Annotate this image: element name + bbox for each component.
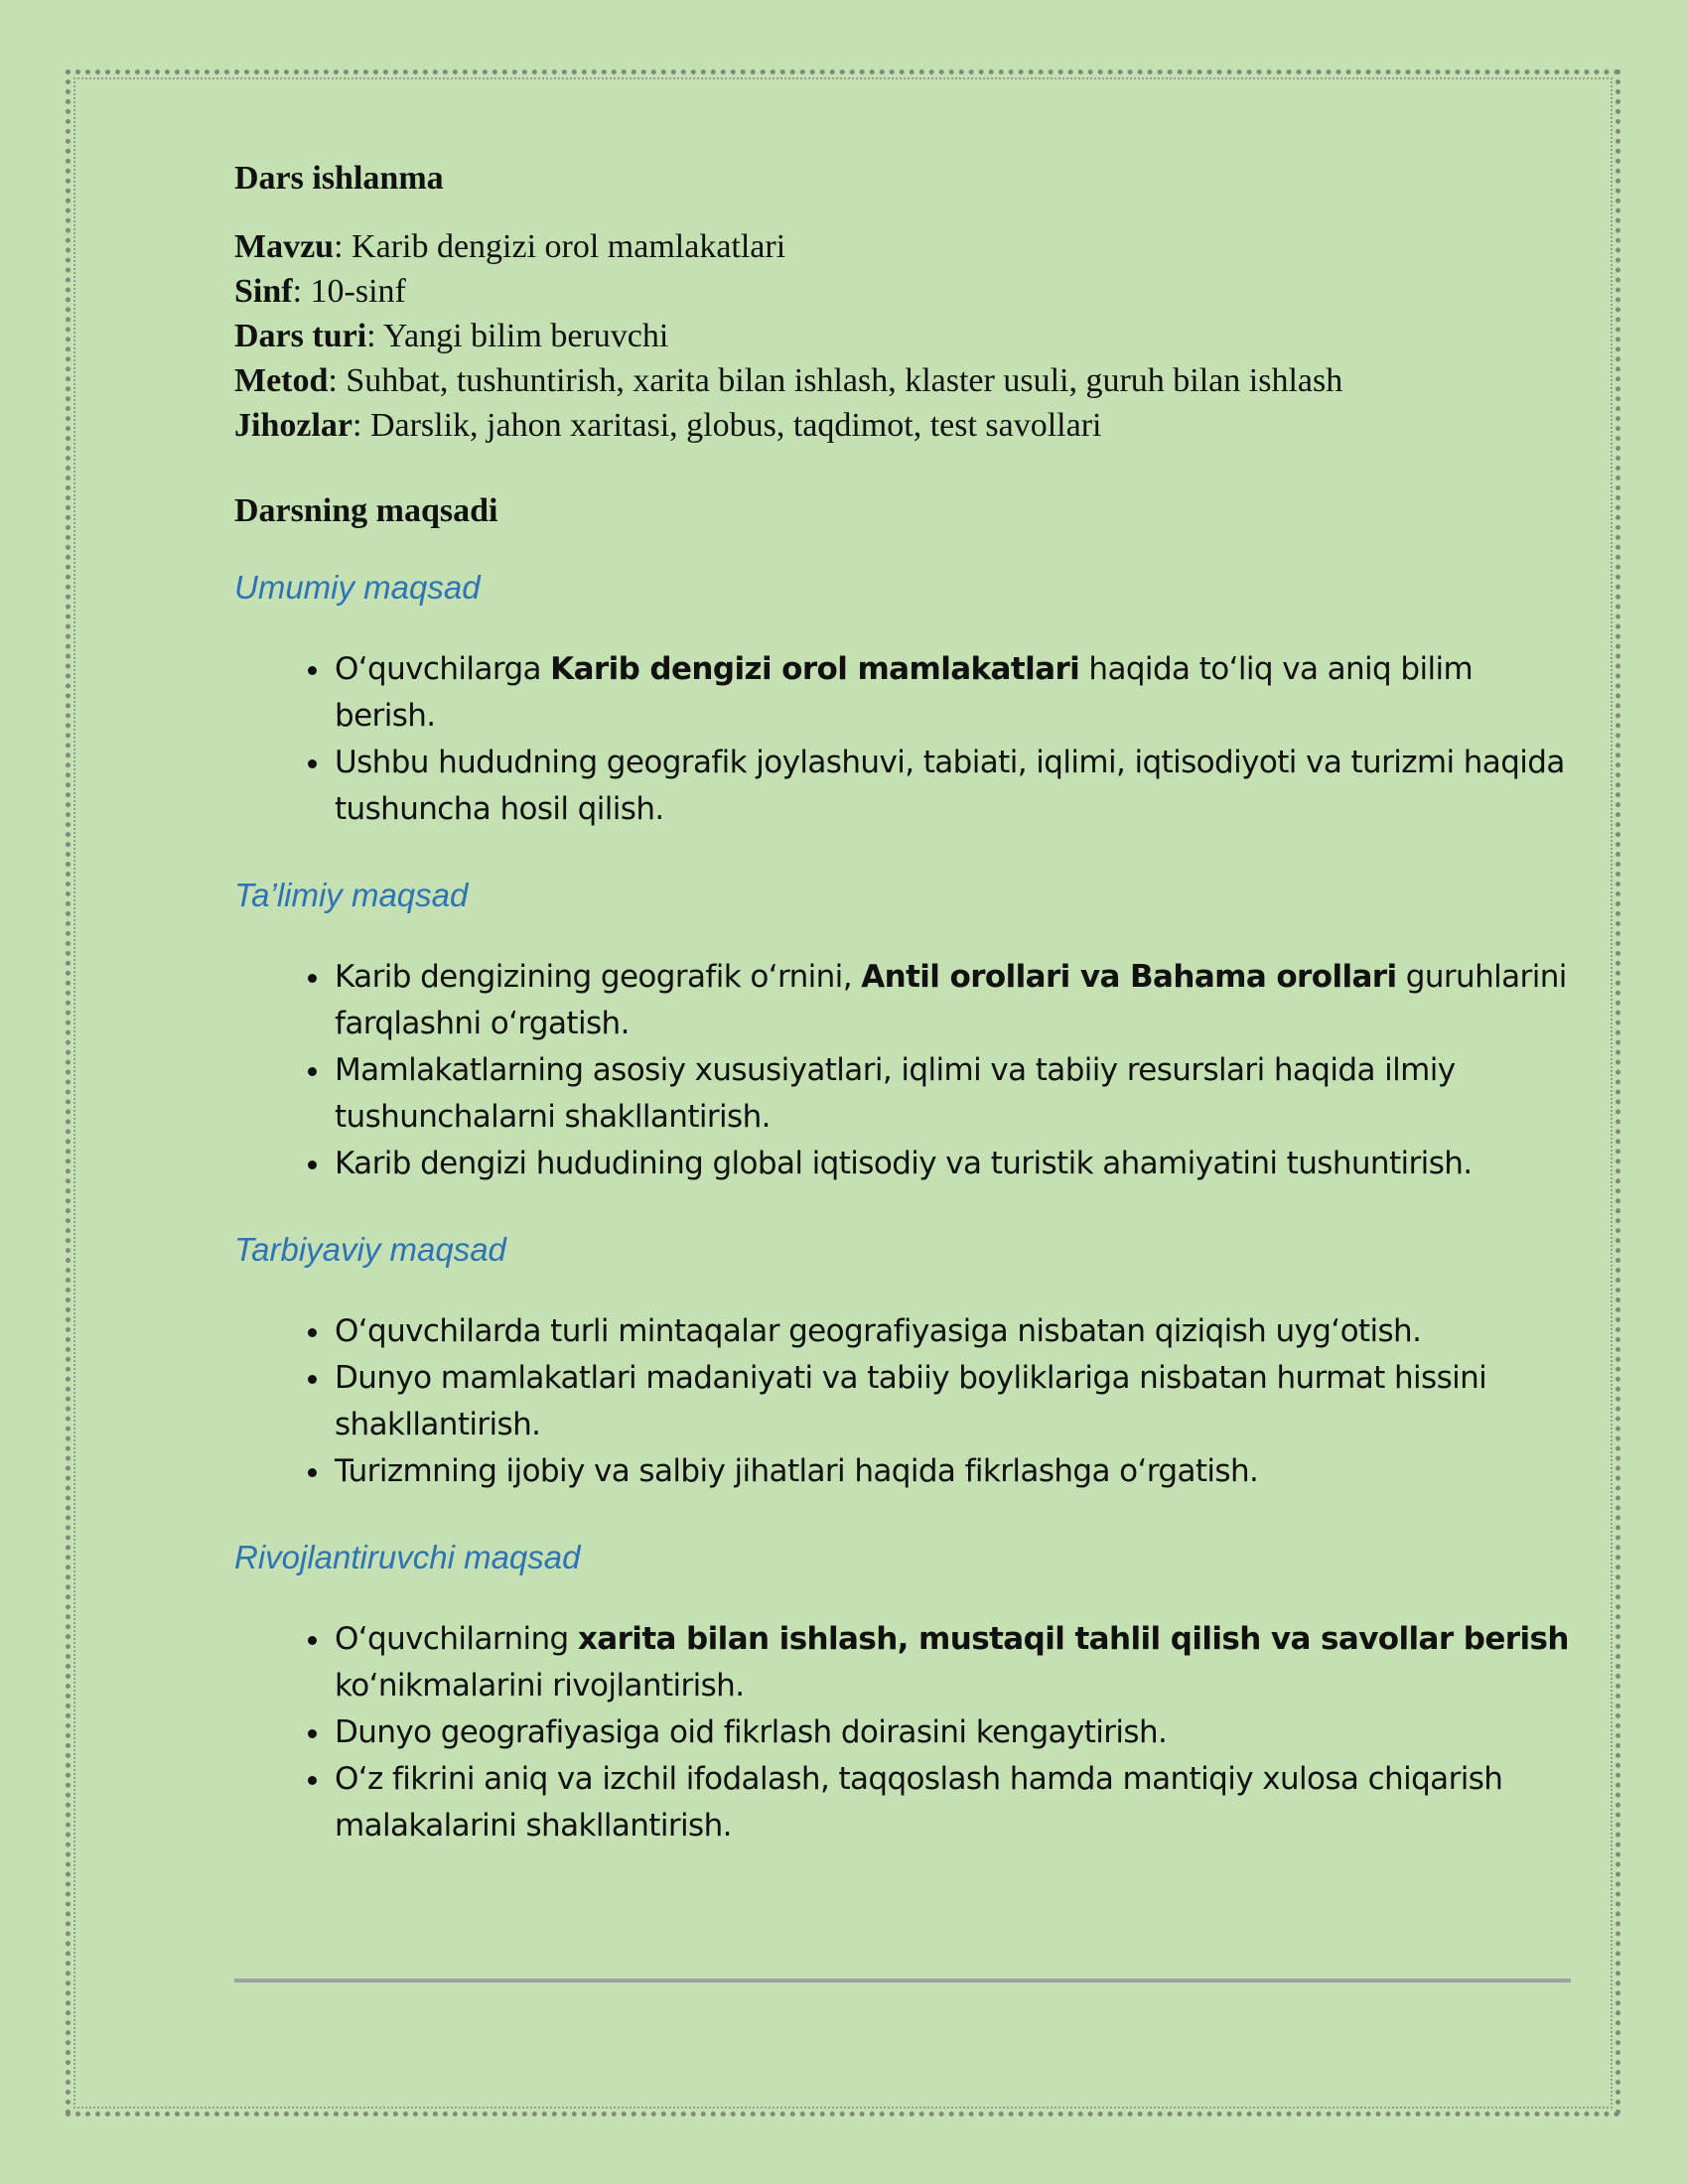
goal-section-developmental — [234, 1531, 1570, 1849]
document-body — [234, 149, 1570, 1885]
list-item — [333, 1355, 1570, 1448]
meta-separator: : — [352, 407, 370, 444]
lesson-meta — [234, 224, 1570, 448]
item-text: Mamlakatlarning asosiy xususiyatlari, iqlimi va tabiiy resurslari haqida ilmiy tushunchalarni shakllantirish. — [335, 1052, 1456, 1135]
list-item — [333, 1308, 1570, 1355]
section-heading-goals: Darsning maqsadi — [234, 492, 498, 529]
meta-row-method — [234, 358, 1570, 403]
item-text: Dunyo geografiyasiga oid fikrlash doirasini kengaytirish. — [335, 1714, 1168, 1750]
item-text: Dunyo mamlakatlari madaniyati va tabiiy boyliklariga nisbatan hurmat hissini shakllantirish. — [335, 1360, 1487, 1442]
meta-separator: : — [334, 228, 352, 265]
list-item — [333, 1141, 1570, 1187]
goal-section-upbringing — [234, 1223, 1570, 1495]
list-item — [333, 954, 1570, 1047]
horizontal-rule — [234, 1979, 1571, 1982]
meta-label: Mavzu — [234, 228, 335, 265]
item-text: haqida toʻliq va aniq bilim berish. — [335, 651, 1474, 734]
meta-label: Sinf — [234, 273, 293, 310]
goal-section-general — [234, 561, 1570, 833]
meta-separator: : — [292, 273, 311, 310]
meta-row-lesson-type — [234, 314, 1570, 358]
goal-list — [234, 1616, 1570, 1849]
goal-list — [234, 954, 1570, 1187]
list-item — [333, 1448, 1570, 1495]
item-bold-text: Karib dengizi orol mamlakatlari — [550, 651, 1080, 687]
list-item — [333, 1756, 1570, 1849]
meta-row-topic — [234, 224, 1570, 269]
goal-heading: Tarbiyaviy maqsad — [234, 1231, 506, 1268]
item-bold-text: Antil orollari va Bahama orollari — [861, 959, 1397, 995]
item-bold-text: xarita bilan ishlash, mustaqil tahlil qilish va savollar berish — [577, 1621, 1569, 1657]
meta-label: Jihozlar — [234, 407, 352, 444]
meta-value: Suhbat, tushuntirish, xarita bilan ishlash, klaster usuli, guruh bilan ishlash — [346, 362, 1343, 399]
item-text: guruhlarini farqlashni oʻrgatish. — [335, 959, 1567, 1041]
meta-separator: : — [328, 362, 347, 399]
item-text: Oʻz fikrini aniq va izchil ifodalash, taqqoslash hamda mantiqiy xulosa chiqarish malakalarini shakllantirish. — [335, 1761, 1503, 1843]
meta-label: Dars turi — [234, 318, 367, 354]
item-text: Oʻquvchilarning — [335, 1621, 578, 1657]
list-item — [333, 740, 1570, 833]
meta-label: Metod — [234, 362, 329, 399]
meta-row-grade — [234, 269, 1570, 314]
meta-row-equipment — [234, 403, 1570, 448]
meta-value: 10-sinf — [310, 273, 406, 310]
meta-value: Karib dengizi orol mamlakatlari — [352, 228, 786, 265]
item-text: Ushbu hududning geografik joylashuvi, tabiati, iqlimi, iqtisodiyoti va turizmi haqida tushuncha hosil qilish. — [335, 745, 1565, 827]
item-text: Karib dengizining geografik oʻrnini, — [335, 959, 862, 995]
item-text: Oʻquvchilarda turli mintaqalar geografiyasiga nisbatan qiziqish uygʻotish. — [335, 1313, 1422, 1349]
goal-heading: Ta’limiy maqsad — [234, 877, 469, 913]
list-item — [333, 1709, 1570, 1756]
list-item — [333, 1047, 1570, 1141]
document-title: Dars ishlanma — [234, 160, 444, 197]
meta-separator: : — [366, 318, 383, 354]
item-text: Turizmning ijobiy va salbiy jihatlari haqida fikrlashga oʻrgatish. — [335, 1453, 1259, 1489]
goal-heading: Umumiy maqsad — [234, 569, 481, 606]
goal-heading: Rivojlantiruvchi maqsad — [234, 1539, 581, 1575]
goal-list — [234, 1308, 1570, 1495]
item-text: koʻnikmalarini rivojlantirish. — [335, 1668, 745, 1704]
item-text: Karib dengizi hududining global iqtisodiy va turistik ahamiyatini tushuntirish. — [335, 1146, 1473, 1181]
meta-value: Yangi bilim beruvchi — [382, 318, 669, 354]
list-item — [333, 1616, 1570, 1709]
goal-section-educational — [234, 869, 1570, 1187]
item-text: Oʻquvchilarga — [335, 651, 551, 687]
goal-list — [234, 646, 1570, 833]
meta-value: Darslik, jahon xaritasi, globus, taqdimot, test savollari — [369, 407, 1102, 444]
list-item — [333, 646, 1570, 740]
